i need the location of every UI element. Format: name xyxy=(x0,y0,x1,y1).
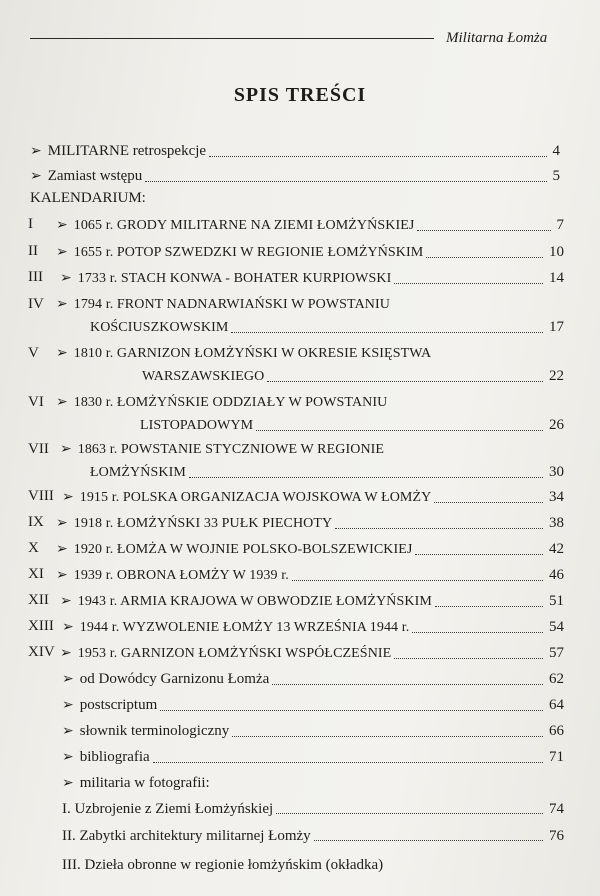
arrow-icon: ➢ xyxy=(62,698,74,713)
page-number: 4 xyxy=(552,143,560,159)
chapter-roman-numeral: II xyxy=(28,243,38,259)
dot-leader xyxy=(292,580,543,581)
entry-label: bibliografia xyxy=(79,749,150,765)
chapter-title-line1: 1794 r. FRONT NADNARWIAŃSKI W POWSTANIU xyxy=(73,297,390,312)
page-number: 66 xyxy=(549,723,564,739)
page-number: 30 xyxy=(549,464,564,480)
chapter-entry xyxy=(60,269,564,288)
chapter-entry-continuation xyxy=(140,416,564,435)
chapter-title-line1: 1943 r. ARMIA KRAJOWA W OBWODZIE ŁOMŻYŃSKIM xyxy=(77,594,432,609)
arrow-icon: ➢ xyxy=(60,271,72,286)
chapter-title-line1: 1863 r. POWSTANIE STYCZNIOWE W REGIONIE xyxy=(77,442,385,457)
chapter-entry xyxy=(60,592,564,611)
page-number: 54 xyxy=(549,619,564,635)
page-number: 34 xyxy=(549,489,564,505)
chapter-entry xyxy=(56,296,516,314)
appendix-entry xyxy=(62,670,564,689)
dot-leader xyxy=(231,332,543,333)
appendix-entry xyxy=(62,748,564,767)
toc-entry xyxy=(30,142,560,161)
page-number: 57 xyxy=(549,645,564,661)
dot-leader xyxy=(426,257,543,258)
chapter-entry-continuation xyxy=(90,463,564,482)
chapter-title-line2: KOŚCIUSZKOWSKIM xyxy=(90,320,229,335)
dot-leader xyxy=(267,381,543,382)
chapter-roman-numeral: XIV xyxy=(28,644,55,660)
dot-leader xyxy=(314,840,543,841)
photo-section-entry xyxy=(62,827,564,845)
toc-title: SPIS TREŚCI xyxy=(233,84,367,106)
chapter-roman-numeral: VI xyxy=(28,394,44,410)
page-number: 10 xyxy=(549,244,564,260)
arrow-icon: ➢ xyxy=(56,245,68,260)
chapter-title-line1: 1810 r. GARNIZON ŁOMŻYŃSKI W OKRESIE KSIĘSTWA xyxy=(73,346,432,361)
entry-label: postscriptum xyxy=(79,697,158,713)
kalendarium-label: KALENDARIUM: xyxy=(30,190,146,206)
dot-leader xyxy=(189,477,543,478)
arrow-icon: ➢ xyxy=(30,169,42,184)
chapter-title-line1: 1918 r. ŁOMŻYŃSKI 33 PUŁK PIECHOTY xyxy=(73,516,333,531)
arrow-icon: ➢ xyxy=(56,297,68,312)
chapter-roman-numeral: XII xyxy=(28,592,49,608)
arrow-icon: ➢ xyxy=(62,724,74,739)
chapter-roman-numeral: X xyxy=(28,540,39,556)
page-number: 62 xyxy=(549,671,564,687)
chapter-entry xyxy=(56,216,564,235)
arrow-icon: ➢ xyxy=(56,516,68,531)
entry-label: MILITARNE retrospekcje xyxy=(47,143,207,159)
arrow-icon: ➢ xyxy=(62,672,74,687)
entry-label: III. Dzieła obronne w regionie łomżyńskim (okładka) xyxy=(62,857,384,873)
chapter-roman-numeral: I xyxy=(28,216,33,232)
dot-leader xyxy=(276,813,543,814)
chapter-roman-numeral: IX xyxy=(28,514,44,530)
chapter-roman-numeral: XI xyxy=(28,566,44,582)
entry-label: I. Uzbrojenie z Ziemi Łomżyńskiej xyxy=(62,801,274,817)
chapter-entry xyxy=(56,243,564,262)
page-number: 17 xyxy=(549,319,564,335)
page-number: 5 xyxy=(552,168,560,184)
dot-leader xyxy=(232,736,543,737)
page-number: 22 xyxy=(549,368,564,384)
chapter-roman-numeral: IV xyxy=(28,296,44,312)
arrow-icon: ➢ xyxy=(60,594,72,609)
dot-leader xyxy=(412,632,543,633)
chapter-title-line1: 1655 r. POTOP SZWEDZKI W REGIONIE ŁOMŻYŃSKIM xyxy=(73,245,424,260)
page-number: 64 xyxy=(549,697,564,713)
chapter-roman-numeral: III xyxy=(28,269,43,285)
entry-label: słownik terminologiczny xyxy=(79,723,230,739)
arrow-icon: ➢ xyxy=(62,776,74,791)
chapter-roman-numeral: VIII xyxy=(28,488,54,504)
toc-entry xyxy=(30,167,560,186)
arrow-icon: ➢ xyxy=(56,346,68,361)
chapter-entry xyxy=(56,394,516,412)
dot-leader xyxy=(209,156,546,157)
page-number: 46 xyxy=(549,567,564,583)
dot-leader xyxy=(256,430,543,431)
appendix-entry xyxy=(62,774,422,793)
chapter-entry-continuation xyxy=(142,367,564,386)
entry-label: II. Zabytki architektury militarnej Łomży xyxy=(62,828,311,844)
dot-leader xyxy=(145,181,546,182)
page-number: 74 xyxy=(549,801,564,817)
photo-section-entry xyxy=(62,856,542,874)
dot-leader xyxy=(160,710,543,711)
arrow-icon: ➢ xyxy=(56,568,68,583)
entry-label: Zamiast wstępu xyxy=(47,168,143,184)
chapter-title-line1: 1915 r. POLSKA ORGANIZACJA WOJSKOWA W ŁOMŻY xyxy=(79,490,432,505)
arrow-icon: ➢ xyxy=(60,442,72,457)
header-rule xyxy=(30,38,434,39)
dot-leader xyxy=(335,528,543,529)
chapter-title-line1: 1065 r. GRODY MILITARNE NA ZIEMI ŁOMŻYŃSKIEJ xyxy=(73,218,415,233)
chapter-title-line2: WARSZAWSKIEGO xyxy=(142,369,265,384)
chapter-title-line1: 1939 r. OBRONA ŁOMŻY W 1939 r. xyxy=(73,568,289,583)
chapter-roman-numeral: V xyxy=(28,345,39,361)
page-number: 26 xyxy=(549,417,564,433)
entry-label: od Dowódcy Garnizonu Łomża xyxy=(79,671,270,687)
page-number: 51 xyxy=(549,593,564,609)
chapter-title-line1: 1733 r. STACH KONWA - BOHATER KURPIOWSKI xyxy=(77,271,392,286)
dot-leader xyxy=(434,502,543,503)
arrow-icon: ➢ xyxy=(30,144,42,159)
chapter-title-line1: 1920 r. ŁOMŻA W WOJNIE POLSKO-BOLSZEWICKIEJ xyxy=(73,542,413,557)
page-number: 14 xyxy=(549,270,564,286)
arrow-icon: ➢ xyxy=(60,646,72,661)
appendix-entry xyxy=(62,722,564,741)
arrow-icon: ➢ xyxy=(62,620,74,635)
arrow-icon: ➢ xyxy=(56,542,68,557)
chapter-entry xyxy=(56,514,564,533)
running-title: Militarna Łomża xyxy=(446,30,548,46)
chapter-entry xyxy=(62,488,564,507)
page-number: 71 xyxy=(549,749,564,765)
chapter-roman-numeral: XIII xyxy=(28,618,54,634)
chapter-title-line2: ŁOMŻYŃSKIM xyxy=(90,465,186,480)
dot-leader xyxy=(153,762,543,763)
dot-leader xyxy=(417,230,550,231)
chapter-entry xyxy=(56,345,516,363)
arrow-icon: ➢ xyxy=(56,218,68,233)
chapter-entry xyxy=(60,441,520,459)
chapter-entry-continuation xyxy=(90,318,564,337)
dot-leader xyxy=(394,658,543,659)
chapter-entry xyxy=(60,644,564,663)
dot-leader xyxy=(394,283,543,284)
page-number: 38 xyxy=(549,515,564,531)
page-number: 7 xyxy=(556,217,564,233)
chapter-title-line2: LISTOPADOWYM xyxy=(140,418,254,433)
chapter-roman-numeral: VII xyxy=(28,441,49,457)
dot-leader xyxy=(415,554,543,555)
page-number: 42 xyxy=(549,541,564,557)
chapter-entry xyxy=(56,540,564,559)
appendix-entry xyxy=(62,696,564,715)
arrow-icon: ➢ xyxy=(62,490,74,505)
photo-section-entry xyxy=(62,800,564,818)
chapter-entry xyxy=(62,618,564,637)
entry-label: militaria w fotografii: xyxy=(79,775,210,791)
dot-leader xyxy=(272,684,543,685)
page-number: 76 xyxy=(549,828,564,844)
chapter-entry xyxy=(56,566,564,585)
dot-leader xyxy=(435,606,543,607)
chapter-title-line1: 1944 r. WYZWOLENIE ŁOMŻY 13 WRZEŚNIA 1944 r. xyxy=(79,620,410,635)
chapter-title-line1: 1953 r. GARNIZON ŁOMŻYŃSKI WSPÓŁCZEŚNIE xyxy=(77,646,392,661)
arrow-icon: ➢ xyxy=(56,395,68,410)
arrow-icon: ➢ xyxy=(62,750,74,765)
chapter-title-line1: 1830 r. ŁOMŻYŃSKIE ODDZIAŁY W POWSTANIU xyxy=(73,395,388,410)
